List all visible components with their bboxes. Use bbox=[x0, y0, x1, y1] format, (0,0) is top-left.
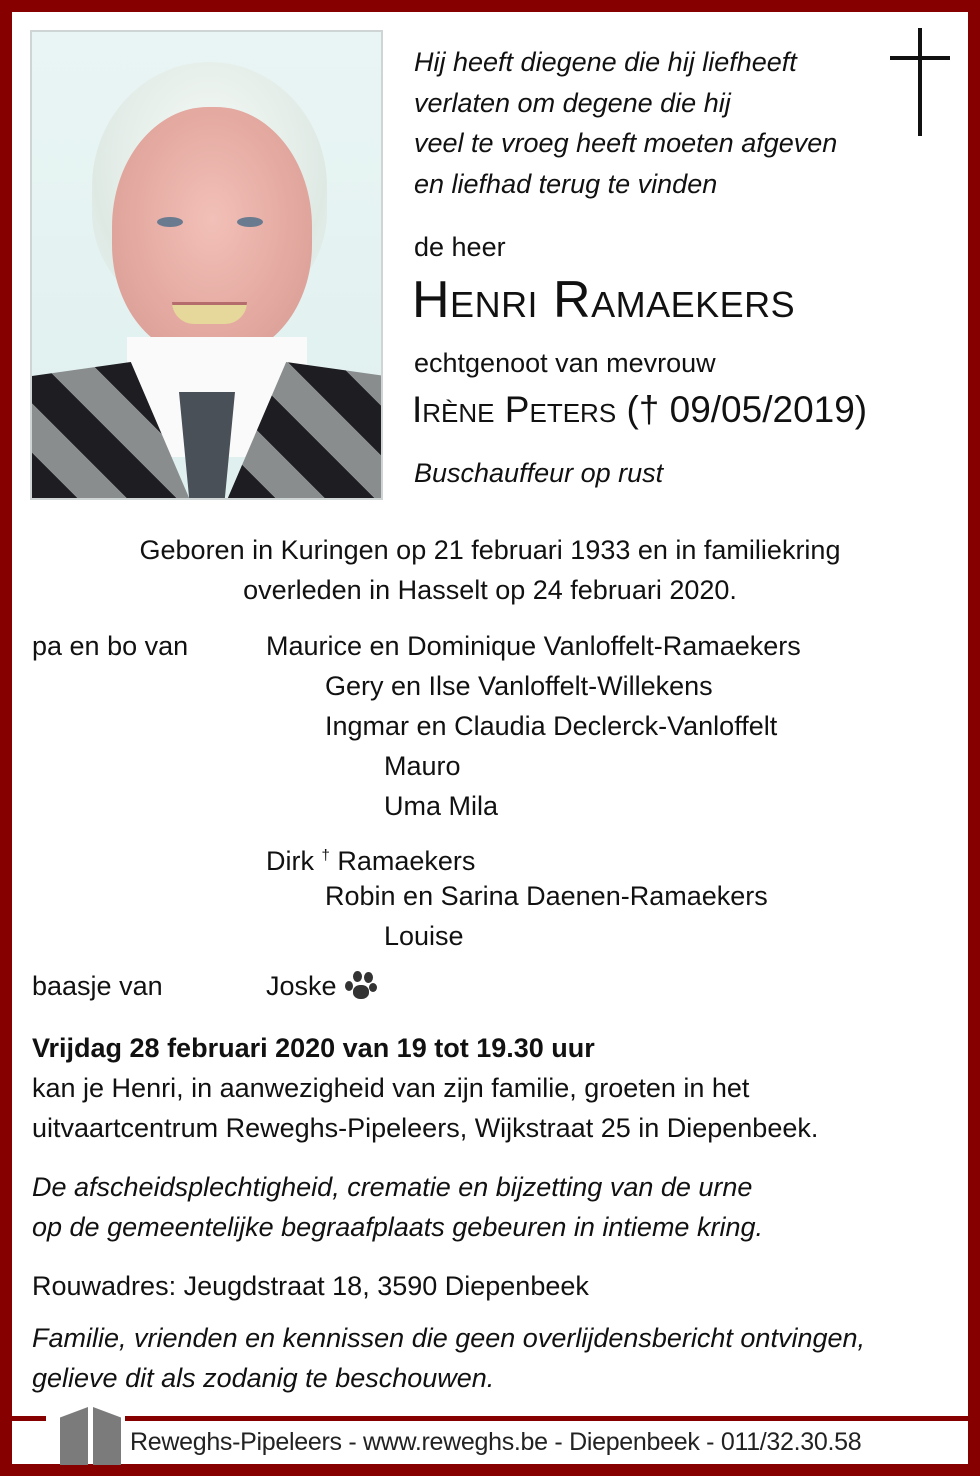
footer-divider bbox=[125, 1416, 968, 1421]
greatgrandchild-name: Mauro bbox=[384, 751, 461, 781]
deceased-mark: † bbox=[321, 847, 330, 864]
family-row bbox=[32, 966, 952, 1006]
deceased-name: Henri Ramaekers bbox=[412, 271, 796, 329]
verse-line: verlaten om degene die hij bbox=[414, 87, 731, 118]
visitation-line: kan je Henri, in aanwezigheid van zijn familie, groeten in het bbox=[32, 1073, 750, 1103]
relation-label: pa en bo van bbox=[32, 631, 189, 661]
notice bbox=[32, 1318, 865, 1398]
visitation-line: uitvaartcentrum Reweghs-Pipeleers, Wijkstraat 25 in Diepenbeek. bbox=[32, 1113, 819, 1143]
footer-contact: Reweghs-Pipeleers - www.reweghs.be - Diepenbeek - 011/32.30.58 bbox=[130, 1428, 862, 1456]
verse-line: Hij heeft diegene die hij liefheeft bbox=[414, 47, 797, 77]
family-row bbox=[32, 836, 952, 876]
family-list bbox=[32, 626, 952, 1006]
ceremony-info bbox=[32, 1167, 763, 1247]
family-row bbox=[32, 626, 952, 666]
family-row bbox=[32, 666, 952, 706]
paw-print-icon bbox=[343, 969, 377, 1001]
visitation-info bbox=[32, 1028, 818, 1148]
verse bbox=[414, 42, 837, 204]
child-name: Dirk † Ramaekers bbox=[266, 846, 476, 876]
family-row bbox=[32, 706, 952, 746]
photo-eye-right bbox=[237, 217, 263, 227]
family-row bbox=[32, 746, 952, 786]
photo-eye-left bbox=[157, 217, 183, 227]
family-row bbox=[32, 786, 952, 826]
cross-icon bbox=[890, 28, 950, 136]
spouse-label: echtgenoot van mevrouw bbox=[414, 348, 716, 378]
death-line: overleden in Hasselt op 24 februari 2020. bbox=[243, 575, 737, 605]
portrait-photo bbox=[30, 30, 383, 500]
ceremony-line: De afscheidsplechtigheid, crematie en bijzetting van de urne bbox=[32, 1172, 753, 1202]
greatgrandchild-name: Louise bbox=[384, 921, 464, 951]
birth-death-statement bbox=[12, 530, 968, 610]
grandchild-name: Gery en Ilse Vanloffelt-Willekens bbox=[325, 671, 713, 701]
relation-label: baasje van bbox=[32, 971, 163, 1001]
verse-line: veel te vroeg heeft moeten afgeven bbox=[414, 128, 838, 158]
child-name: Maurice en Dominique Vanloffelt-Ramaekers bbox=[266, 631, 801, 661]
grandchild-name: Robin en Sarina Daenen-Ramaekers bbox=[325, 881, 768, 911]
footer-divider bbox=[12, 1416, 46, 1421]
family-row bbox=[32, 916, 952, 956]
obituary-card bbox=[12, 12, 968, 1464]
grandchild-name: Ingmar en Claudia Declerck-Vanloffelt bbox=[325, 711, 778, 741]
greatgrandchild-name: Uma Mila bbox=[384, 791, 499, 821]
ceremony-line: op de gemeentelijke begraafplaats gebeuren in intieme kring. bbox=[32, 1212, 763, 1242]
visitation-heading: Vrijdag 28 februari 2020 van 19 tot 19.30 uur bbox=[32, 1033, 595, 1063]
photo-mouth bbox=[172, 302, 247, 324]
birth-line: Geboren in Kuringen op 21 februari 1933 en in familiekring bbox=[139, 535, 841, 565]
funeral-home-logo-icon bbox=[60, 1407, 122, 1465]
title-prefix: de heer bbox=[414, 232, 506, 262]
pet-name: Joske bbox=[266, 966, 377, 1006]
family-row bbox=[32, 876, 952, 916]
notice-line: Familie, vrienden en kennissen die geen overlijdensbericht ontvingen, bbox=[32, 1323, 866, 1353]
occupation: Buschauffeur op rust bbox=[414, 458, 664, 488]
notice-line: gelieve dit als zodanig te beschouwen. bbox=[32, 1363, 495, 1393]
verse-line: en liefhad terug te vinden bbox=[414, 168, 718, 199]
mourning-address: Rouwadres: Jeugdstraat 18, 3590 Diepenbeek bbox=[32, 1271, 589, 1301]
spouse-name: Irène Peters († 09/05/2019) bbox=[412, 389, 868, 430]
